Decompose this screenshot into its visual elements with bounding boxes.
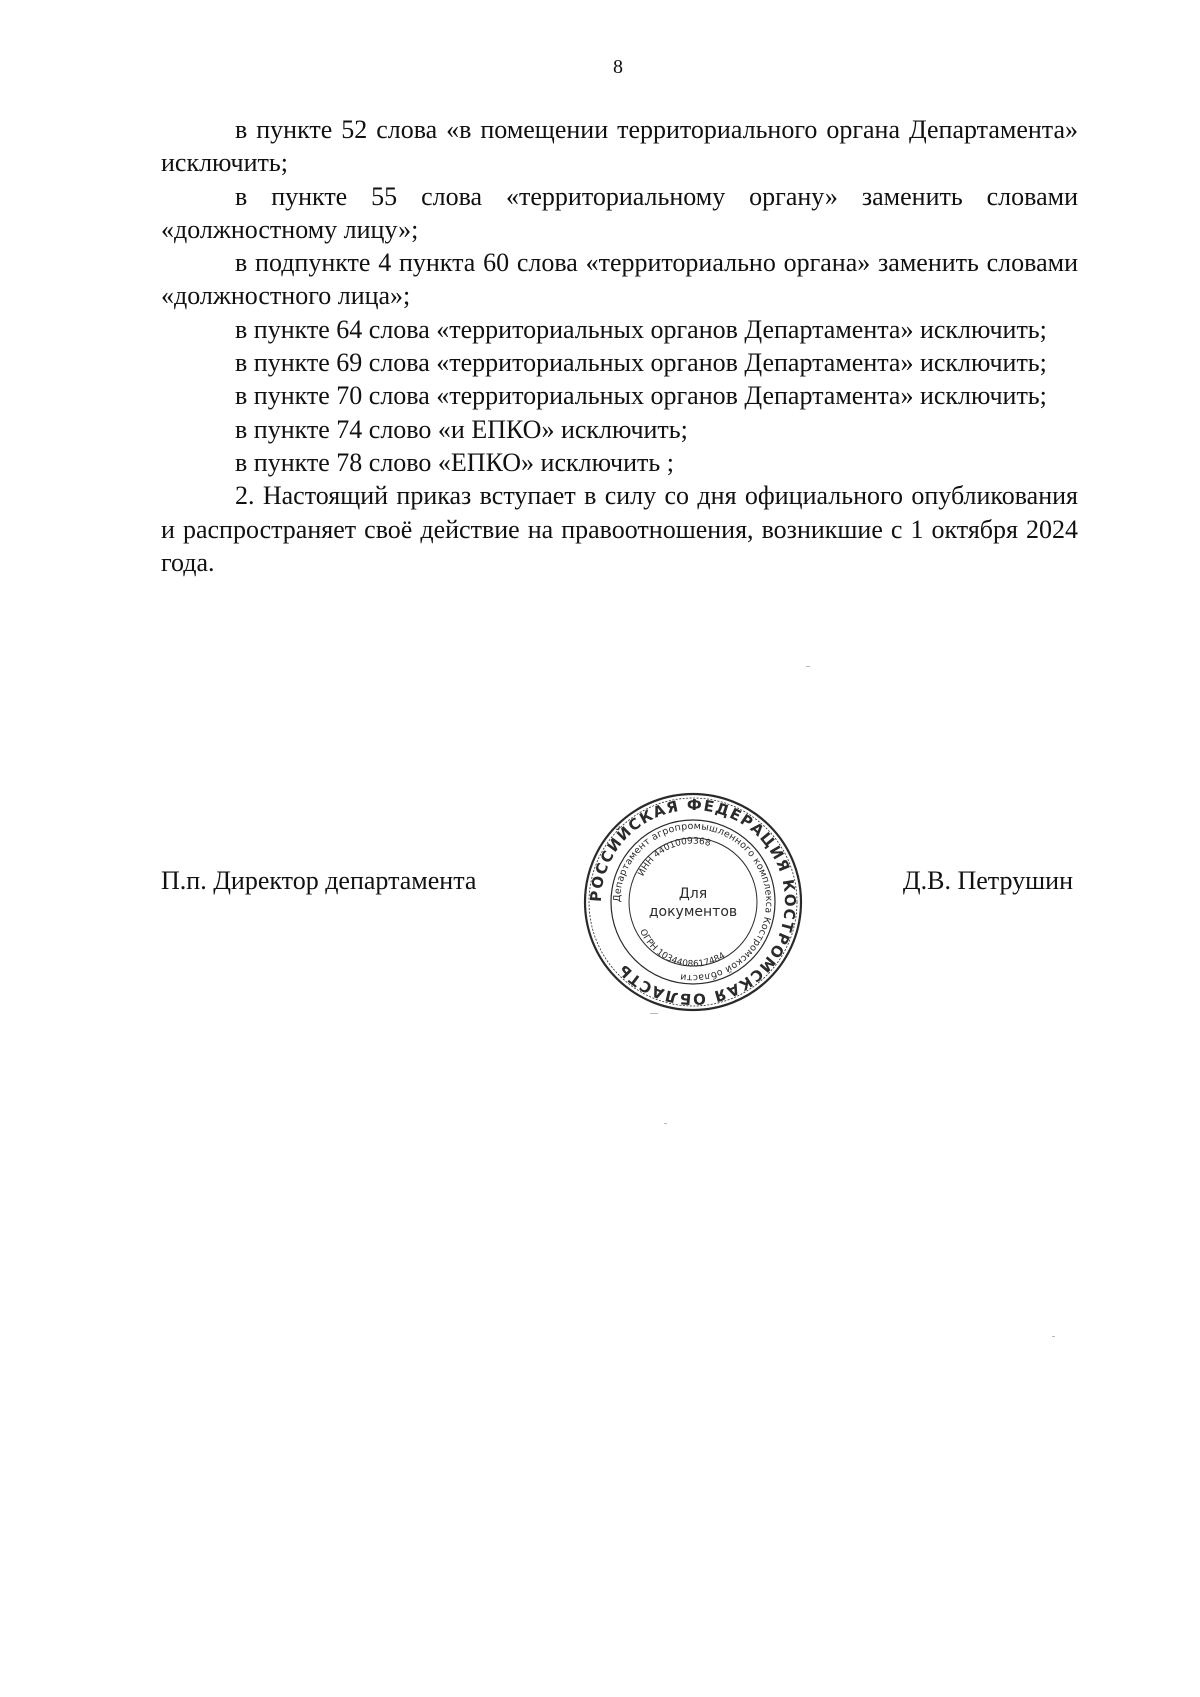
paragraph-point-74: в пункте 74 слово «и ЕПКО» исключить; [235, 414, 688, 444]
seal-outer-text: РОССИЙСКАЯ ФЕДЕРАЦИЯ КОСТРОМСКАЯ ОБЛАСТЬ [586, 795, 800, 1009]
scan-speck [664, 1123, 667, 1124]
seal-center-line-1: Для [678, 886, 708, 902]
seal-center-line-2: документов [648, 904, 738, 920]
scan-speck [650, 1013, 658, 1014]
document-body [161, 113, 1078, 579]
scan-speck [806, 666, 810, 667]
page-number: 8 [613, 56, 623, 78]
paragraph-point-52: в пункте 52 слова «в помещении территориального органа Департамента» исключить; [161, 115, 1078, 178]
paragraph-point-55: в пункте 55 слова «территориальному органу» заменить словами «должностному лицу»; [161, 181, 1078, 244]
scan-speck [1052, 1336, 1055, 1337]
paragraph-effective-date: 2. Настоящий приказ вступает в силу со дня официального опубликования и распространяет своё действие на правоотношения, возникшие с 1 октября 2024 года. [161, 481, 1078, 577]
paragraph-point-70: в пункте 70 слова «территориальных органов Департамента» исключить; [235, 381, 1047, 411]
seal-graphic [581, 790, 805, 1014]
seal-inn-text: ИНН 4401009368 [636, 836, 712, 878]
seal-ogrn-text: ОГРН 1034408617484 [637, 927, 728, 970]
official-seal [581, 790, 805, 1014]
paragraph-point-60: в подпункте 4 пункта 60 слова «территориально органа» заменить словами «должностного лица»; [161, 248, 1078, 311]
seal-inner-text: Департамент агропромышленного комплекса Костромской области [611, 820, 775, 984]
signer-name: Д.В. Петрушин [902, 866, 1073, 895]
paragraph-point-78: в пункте 78 слово «ЕПКО» исключить ; [235, 447, 674, 477]
paragraph-point-64: в пункте 64 слова «территориальных органов Департамента» исключить; [235, 314, 1047, 344]
signer-title: П.п. Директор департамента [161, 866, 477, 895]
paragraph-point-69: в пункте 69 слова «территориальных органов Департамента» исключить; [235, 348, 1047, 378]
